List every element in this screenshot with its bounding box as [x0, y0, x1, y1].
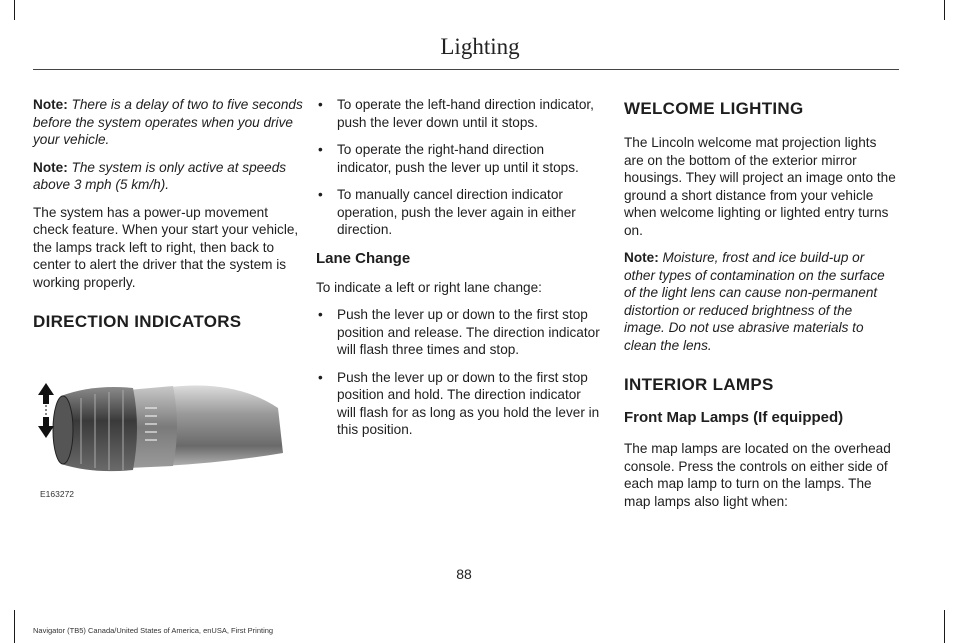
- list-item: • To manually cancel direction indicator operation, push the lever again in either direction.: [316, 186, 602, 239]
- note-delay: [33, 96, 305, 149]
- list-item: • Push the lever up or down to the first stop position and release. The direction indicator will flash three times and stop.: [316, 306, 602, 359]
- lane-change-intro: To indicate a left or right lane change:: [316, 279, 542, 295]
- turn-signal-lever-illustration: [33, 368, 288, 508]
- note-label: Note:: [33, 159, 68, 175]
- down-arrow-icon: [38, 417, 54, 438]
- subheading-lane-change: Lane Change: [316, 249, 411, 267]
- note-text: There is a delay of two to five seconds before the system operates when you drive your vehicle.: [33, 97, 303, 147]
- power-up-paragraph: The system has a power-up movement check feature. When your start your vehicle, the lamps track left to right, then back to center to alert the driver that the system is working properly.: [33, 204, 299, 290]
- lane-change-steps: [316, 306, 602, 439]
- crop-mark-bottom-right: [944, 610, 945, 643]
- crop-mark-top-left: [14, 0, 15, 20]
- column-right: [624, 96, 896, 520]
- footer-text: Navigator (TB5) Canada/United States of America, enUSA, First Printing: [33, 626, 274, 635]
- note-speed: [33, 159, 305, 194]
- page-number: 88: [456, 566, 472, 582]
- figure-id: E163272: [40, 489, 75, 499]
- subheading-front-map-lamps: Front Map Lamps (If equipped): [624, 409, 844, 426]
- crop-mark-top-right: [944, 0, 945, 20]
- welcome-lighting-paragraph: The Lincoln welcome mat projection lights are on the bottom of the exterior mirror housings. They will project an image onto the ground a short distance from your vehicle when welcome lighting or lighted entry turns on.: [624, 135, 896, 238]
- section-heading-welcome-lighting: WELCOME LIGHTING: [624, 99, 804, 118]
- direction-indicator-steps: [316, 96, 602, 239]
- column-middle: [316, 96, 602, 449]
- crop-mark-bottom-left: [14, 610, 15, 643]
- note-text: Moisture, frost and ice build-up or other types of contamination on the surface of the light lens can cause non-permanent distortion or reduced brightness of the image. Do not use abrasive materials to clean the lens.: [624, 250, 885, 353]
- section-heading-direction-indicators: DIRECTION INDICATORS: [33, 312, 242, 331]
- note-text: The system is only active at speeds above 3 mph (5 km/h).: [33, 159, 287, 192]
- list-item: • To operate the left-hand direction indicator, push the lever down until it stops.: [316, 96, 602, 131]
- section-heading-interior-lamps: INTERIOR LAMPS: [624, 375, 774, 394]
- column-left: [33, 96, 305, 333]
- map-lamps-paragraph: The map lamps are located on the overhead console. Press the controls on either side of each map lamp to turn on the lamps. The map lamps also light when:: [624, 441, 891, 509]
- note-lens: [624, 249, 896, 354]
- up-arrow-icon: [38, 383, 54, 404]
- note-label: Note:: [624, 250, 659, 265]
- list-item: • Push the lever up or down to the first stop position and hold. The direction indicator will flash for as long as you hold the lever in this position.: [316, 369, 602, 439]
- header-rule: [33, 69, 899, 70]
- page-title: Lighting: [440, 34, 520, 59]
- note-label: Note:: [33, 97, 68, 112]
- list-item: • To operate the right-hand direction indicator, push the lever up until it stops.: [316, 141, 602, 176]
